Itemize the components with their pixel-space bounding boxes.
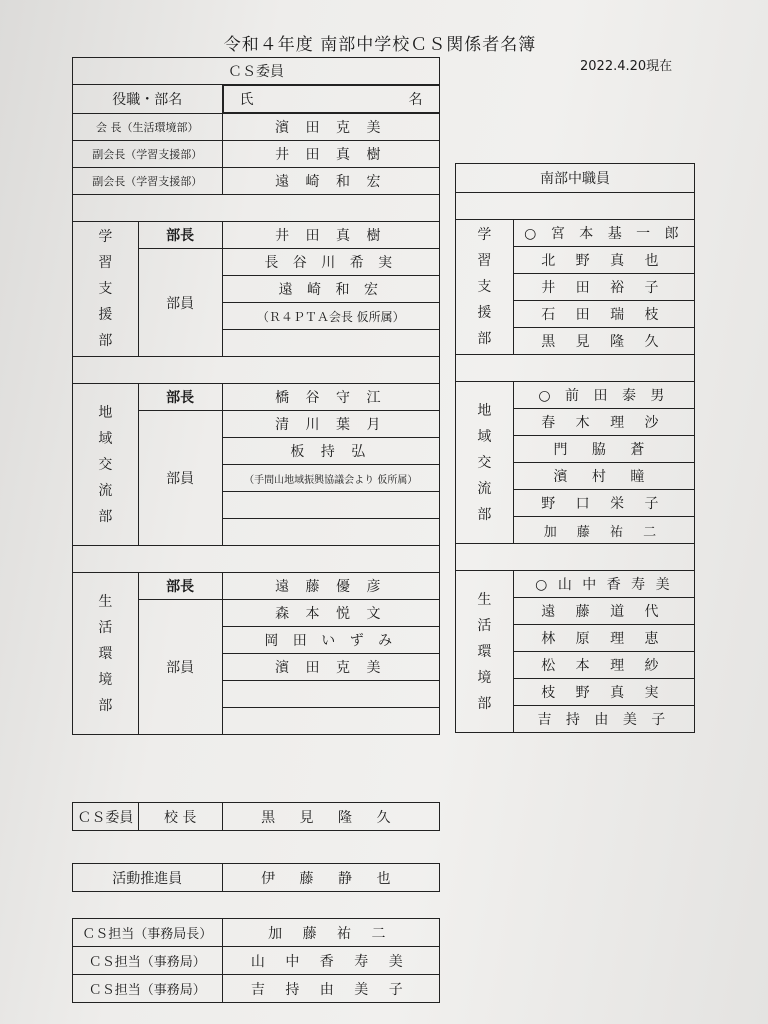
staff-dept-learning: 学習支援部 bbox=[456, 220, 514, 355]
dept-head-name: 橋 谷 守 江 bbox=[222, 384, 439, 411]
member-label: 部員 bbox=[138, 411, 222, 546]
staff-name: ○ 宮 本 基 一 郎 bbox=[513, 220, 694, 247]
promoter-role: 活動推進員 bbox=[73, 864, 223, 892]
member-label: 部員 bbox=[138, 249, 222, 357]
spacer-row bbox=[456, 355, 695, 382]
staff-name: 門 脇 蒼 bbox=[513, 436, 694, 463]
staff-name: 松 本 理 紗 bbox=[513, 652, 694, 679]
office-name: 吉 持 由 美 子 bbox=[222, 975, 439, 1003]
principal-label: ＣＳ委員 bbox=[73, 803, 139, 831]
col-name-header: 氏 名 bbox=[223, 85, 440, 113]
member-name: 岡 田 い ず み bbox=[222, 627, 439, 654]
empty-cell bbox=[222, 492, 439, 519]
officer-role: 副会長（学習支援部） bbox=[73, 168, 223, 195]
spacer-row bbox=[73, 357, 440, 384]
member-name: 濱 田 克 美 bbox=[222, 654, 439, 681]
member-note: （手間山地域振興協議会より 仮所属） bbox=[222, 465, 439, 492]
staff-name: 春 木 理 沙 bbox=[513, 409, 694, 436]
empty-cell bbox=[222, 708, 439, 735]
office-role: ＣＳ担当（事務局） bbox=[73, 975, 223, 1003]
member-name: 清 川 葉 月 bbox=[222, 411, 439, 438]
spacer-row bbox=[73, 546, 440, 573]
principal-table bbox=[72, 802, 440, 831]
dept-label-life: 生活環境部 bbox=[73, 573, 139, 735]
office-role: ＣＳ担当（事務局） bbox=[73, 947, 223, 975]
officer-name: 井 田 真 樹 bbox=[222, 141, 439, 168]
staff-name: 吉 持 由 美 子 bbox=[513, 706, 694, 733]
dept-head-label: 部長 bbox=[138, 573, 222, 600]
staff-name: 加 藤 祐 二 bbox=[513, 517, 694, 544]
member-name: 遠 崎 和 宏 bbox=[222, 276, 439, 303]
empty-cell bbox=[222, 519, 439, 546]
empty-cell bbox=[222, 330, 439, 357]
dept-head-label: 部長 bbox=[138, 384, 222, 411]
staff-name: 遠 藤 道 代 bbox=[513, 598, 694, 625]
office-table bbox=[72, 918, 440, 1003]
staff-name: ○ 山 中 香 寿 美 bbox=[513, 571, 694, 598]
principal-name: 黒 見 隆 久 bbox=[222, 803, 439, 831]
member-name: 板 持 弘 bbox=[222, 438, 439, 465]
member-label: 部員 bbox=[138, 600, 222, 735]
page-title: 令和４年度 南部中学校ＣＳ関係者名簿 bbox=[223, 35, 537, 55]
staff-name: 井 田 裕 子 bbox=[513, 274, 694, 301]
spacer-row bbox=[456, 193, 695, 220]
staff-dept-life: 生活環境部 bbox=[456, 571, 514, 733]
empty-cell bbox=[222, 681, 439, 708]
staff-dept-regional: 地域交流部 bbox=[456, 382, 514, 544]
staff-name: 黒 見 隆 久 bbox=[513, 328, 694, 355]
staff-name: 林 原 理 恵 bbox=[513, 625, 694, 652]
office-role: ＣＳ担当（事務局長） bbox=[73, 919, 223, 947]
staff-table-title: 南部中職員 bbox=[456, 164, 695, 193]
cs-committee-table bbox=[72, 57, 440, 735]
staff-table bbox=[455, 163, 695, 733]
office-name: 山 中 香 寿 美 bbox=[222, 947, 439, 975]
promoter-table bbox=[72, 863, 440, 892]
spacer-row bbox=[73, 195, 440, 222]
dept-head-name: 井 田 真 樹 bbox=[222, 222, 439, 249]
staff-name: 石 田 瑞 枝 bbox=[513, 301, 694, 328]
dept-label-regional: 地域交流部 bbox=[73, 384, 139, 546]
staff-name: 濱 村 瞳 bbox=[513, 463, 694, 490]
staff-name: 枝 野 真 実 bbox=[513, 679, 694, 706]
officer-name: 遠 崎 和 宏 bbox=[222, 168, 439, 195]
member-name: 長 谷 川 希 実 bbox=[222, 249, 439, 276]
spacer-row bbox=[456, 544, 695, 571]
office-name: 加 藤 祐 二 bbox=[222, 919, 439, 947]
date-stamp: 2022.4.20現在 bbox=[580, 59, 673, 74]
officer-name: 濱 田 克 美 bbox=[222, 114, 439, 141]
member-note: （Ｒ４ＰＴＡ会長 仮所属） bbox=[222, 303, 439, 330]
officer-role: 会 長（生活環境部） bbox=[73, 114, 223, 141]
staff-name: 野 口 栄 子 bbox=[513, 490, 694, 517]
dept-head-label: 部長 bbox=[138, 222, 222, 249]
dept-label-learning: 学習支援部 bbox=[73, 222, 139, 357]
staff-name: 北 野 真 也 bbox=[513, 247, 694, 274]
col-role-header: 役職・部名 bbox=[73, 85, 223, 114]
cs-table-title: ＣＳ委員 bbox=[73, 58, 440, 85]
member-name: 森 本 悦 文 bbox=[222, 600, 439, 627]
officer-role: 副会長（学習支援部） bbox=[73, 141, 223, 168]
staff-name: ○ 前 田 泰 男 bbox=[513, 382, 694, 409]
dept-head-name: 遠 藤 優 彦 bbox=[222, 573, 439, 600]
promoter-name: 伊 藤 静 也 bbox=[222, 864, 439, 892]
principal-role: 校 長 bbox=[138, 803, 222, 831]
